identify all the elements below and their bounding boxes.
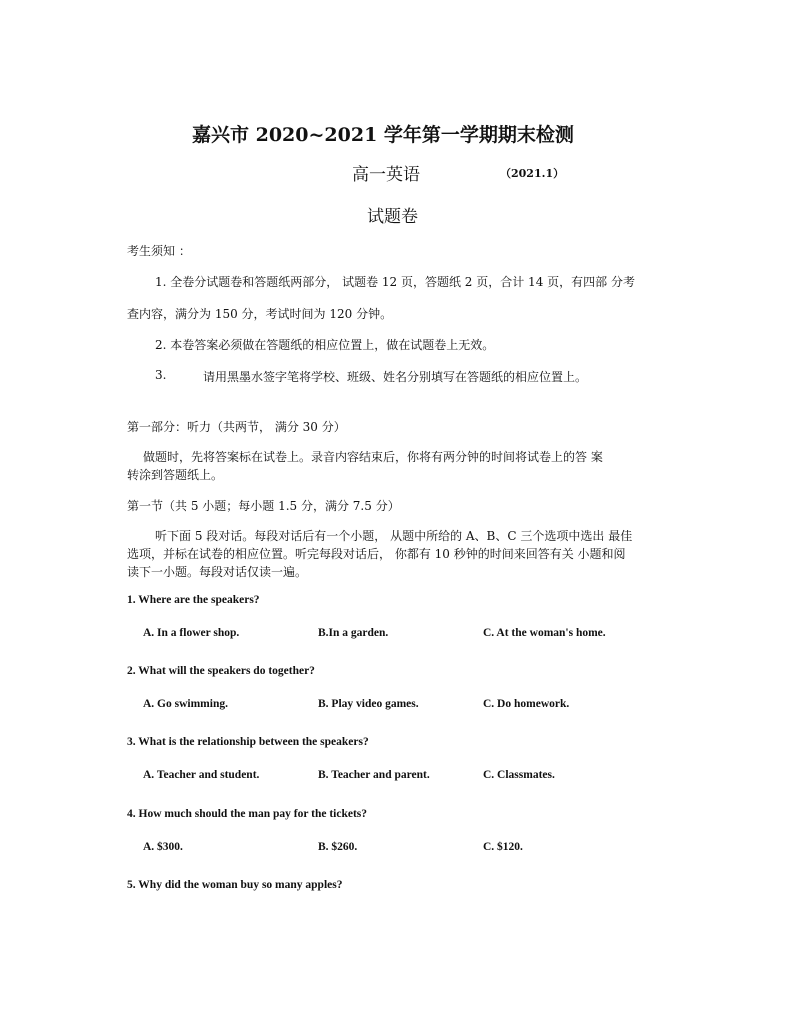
subject-title: 高一英语 bbox=[352, 165, 420, 185]
question-1-option-a: A. In a flower shop. bbox=[143, 627, 240, 639]
paper-title: 试题卷 bbox=[367, 207, 418, 227]
question-3-option-a: A. Teacher and student. bbox=[143, 769, 260, 781]
question-3-option-b: B. Teacher and parent. bbox=[318, 769, 430, 781]
question-2-option-a: A. Go swimming. bbox=[143, 698, 228, 710]
notice-item-3-number: 3. bbox=[155, 368, 167, 382]
notice-item-2: 2. 本卷答案必须做在答题纸的相应位置上，做在试题卷上无效。 bbox=[155, 338, 495, 352]
notice-heading: 考生须知 ： bbox=[127, 244, 191, 258]
question-2-option-c: C. Do homework. bbox=[483, 698, 570, 710]
question-1-option-c: C. At the woman's home. bbox=[483, 627, 606, 639]
notice-item-1-line-2: 查内容，满分为 150 分，考试时间为 120 分钟。 bbox=[127, 307, 393, 321]
notice-item-1-line-1: 1. 全卷分试题卷和答题纸两部分， 试题卷 12 页，答题纸 2 页，合计 14 页，有四部 分考 bbox=[155, 275, 635, 289]
question-3-option-c: C. Classmates. bbox=[483, 769, 555, 781]
question-4-option-a: A. $300. bbox=[143, 841, 183, 853]
exam-date: （2021.1） bbox=[500, 167, 565, 180]
exam-title: 嘉兴市 2020~2021 学年第一学期期末检测 bbox=[192, 124, 574, 146]
question-1: 1. Where are the speakers? bbox=[127, 594, 260, 606]
question-4-option-c: C. $120. bbox=[483, 841, 523, 853]
part-1-intro-line-1: 做题时，先将答案标在试卷上。录音内容结束后，你将有两分钟的时间将试卷上的答 案 bbox=[143, 450, 603, 464]
notice-item-3-text: 请用黑墨水签字笔将学校、班级、姓名分别填写在答题纸的相应位置上。 bbox=[203, 370, 588, 384]
question-4: 4. How much should the man pay for the tickets? bbox=[127, 808, 368, 820]
section-1-line-1: 听下面 5 段对话。每段对话后有一个小题， 从题中所给的 A、B、C 三个选项中选出 最佳 bbox=[155, 529, 633, 543]
question-2-option-b: B. Play video games. bbox=[318, 698, 419, 710]
question-5: 5. Why did the woman buy so many apples? bbox=[127, 879, 343, 891]
question-3: 3. What is the relationship between the speakers? bbox=[127, 736, 369, 748]
question-1-option-b: B.In a garden. bbox=[318, 627, 389, 639]
question-4-option-b: B. $260. bbox=[318, 841, 358, 853]
section-1-line-3: 读下一小题。每段对话仅读一遍。 bbox=[127, 565, 308, 579]
section-1-heading: 第一节（共 5 小题；每小题 1.5 分，满分 7.5 分） bbox=[127, 499, 400, 513]
section-1-line-2: 选项，并标在试卷的相应位置。听完每段对话后， 你都有 10 秒钟的时间来回答有关 小题和阅 bbox=[127, 547, 626, 561]
part-1-heading: 第一部分：听力（共两节， 满分 30 分） bbox=[127, 420, 346, 434]
part-1-intro-line-2: 转涂到答题纸上。 bbox=[127, 468, 224, 482]
question-2: 2. What will the speakers do together? bbox=[127, 665, 315, 677]
